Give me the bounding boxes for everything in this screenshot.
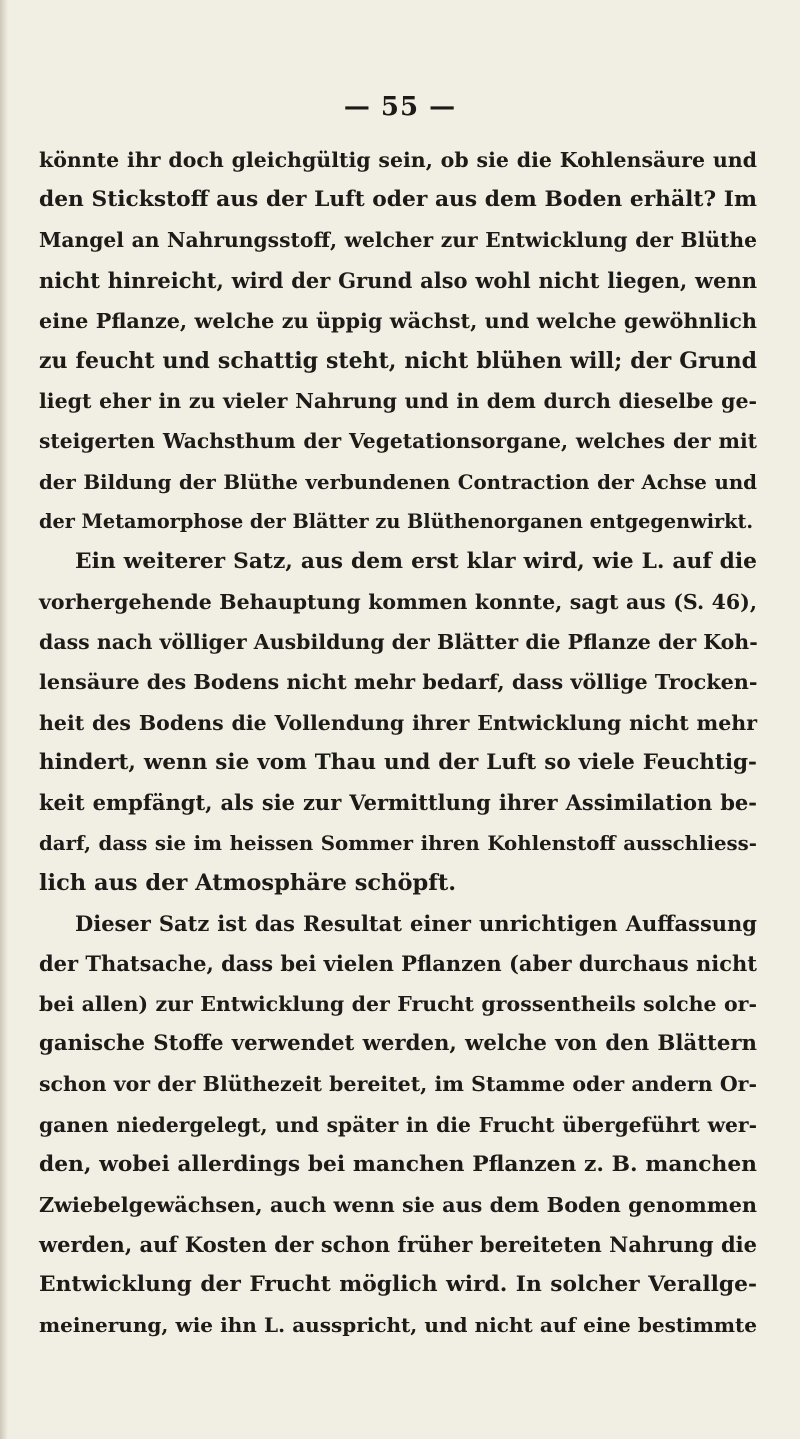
text-line: Ein weiterer Satz, aus dem erst klar wird, wie L. auf die [75, 548, 757, 574]
text-line: heit des Bodens die Vollendung ihrer Entwicklung nicht mehr [39, 710, 757, 735]
text-line: nicht hinreicht, wird der Grund also wohl nicht liegen, wenn [39, 267, 757, 293]
text-line: liegt eher in zu vieler Nahrung und in dem durch dieselbe ge- [39, 389, 757, 414]
text-line: dass nach völliger Ausbildung der Blätter die Pflanze der Koh- [39, 630, 758, 655]
text-line: der Thatsache, dass bei vielen Pflanzen (aber durchaus nicht [39, 950, 757, 976]
text-line: lensäure des Bodens nicht mehr bedarf, dass völlige Trocken- [39, 670, 758, 695]
text-line: ganische Stoffe verwendet werden, welche von den Blättern [39, 1031, 757, 1057]
text-line: hindert, wenn sie vom Thau und der Luft so viele Feuchtig- [39, 749, 757, 775]
text-line: zu feucht und schattig steht, nicht blühen will; der Grund [39, 347, 757, 374]
text-line: der Bildung der Blüthe verbundenen Contraction der Achse und [39, 469, 757, 494]
text-line: lich aus der Atmosphäre schöpft. [39, 870, 457, 897]
text-line: darf, dass sie im heissen Sommer ihren Kohlenstoff ausschliess- [39, 831, 757, 856]
text-line: bei allen) zur Entwicklung der Frucht grossentheils solche or- [39, 991, 757, 1016]
text-line: keit empfängt, als sie zur Vermittlung ihrer Assimilation be- [39, 790, 757, 815]
text-line: den Stickstoff aus der Luft oder aus dem Boden erhält? Im [39, 187, 757, 213]
text-line: Dieser Satz ist das Resultat einer unrichtigen Auffassung [75, 910, 757, 936]
text-line: vorhergehende Behauptung kommen konnte, sagt aus (S. 46), [39, 590, 757, 615]
text-line: Entwicklung der Frucht möglich wird. In solcher Verallge- [39, 1272, 757, 1298]
text-line: steigerten Wachsthum der Vegetationsorgane, welches der mit [39, 429, 757, 454]
text-line: könnte ihr doch gleichgültig sein, ob sie die Kohlensäure und [39, 148, 757, 172]
text-line: Zwiebelgewächsen, auch wenn sie aus dem Boden genommen [39, 1192, 757, 1217]
text-line: Mangel an Nahrungsstoff, welcher zur Entwicklung der Blüthe [39, 228, 757, 253]
body-text [39, 140, 757, 1346]
text-line: meinerung, wie ihn L. ausspricht, und nicht auf eine bestimmte [39, 1313, 757, 1338]
page-gutter-shadow [0, 0, 8, 1439]
text-line: schon vor der Blüthezeit bereitet, im Stamme oder andern Or- [39, 1072, 757, 1097]
text-line: eine Pflanze, welche zu üppig wächst, und welche gewöhnlich [39, 308, 757, 333]
text-line: den, wobei allerdings bei manchen Pflanzen z. B. manchen [39, 1151, 757, 1177]
page-number: — 55 — [343, 92, 457, 122]
text-line: ganen niedergelegt, und später in die Frucht übergeführt wer- [39, 1112, 757, 1137]
text-line: werden, auf Kosten der schon früher bereiteten Nahrung die [39, 1232, 757, 1258]
text-line: der Metamorphose der Blätter zu Blüthenorganen entgegenwirkt. [39, 509, 754, 533]
